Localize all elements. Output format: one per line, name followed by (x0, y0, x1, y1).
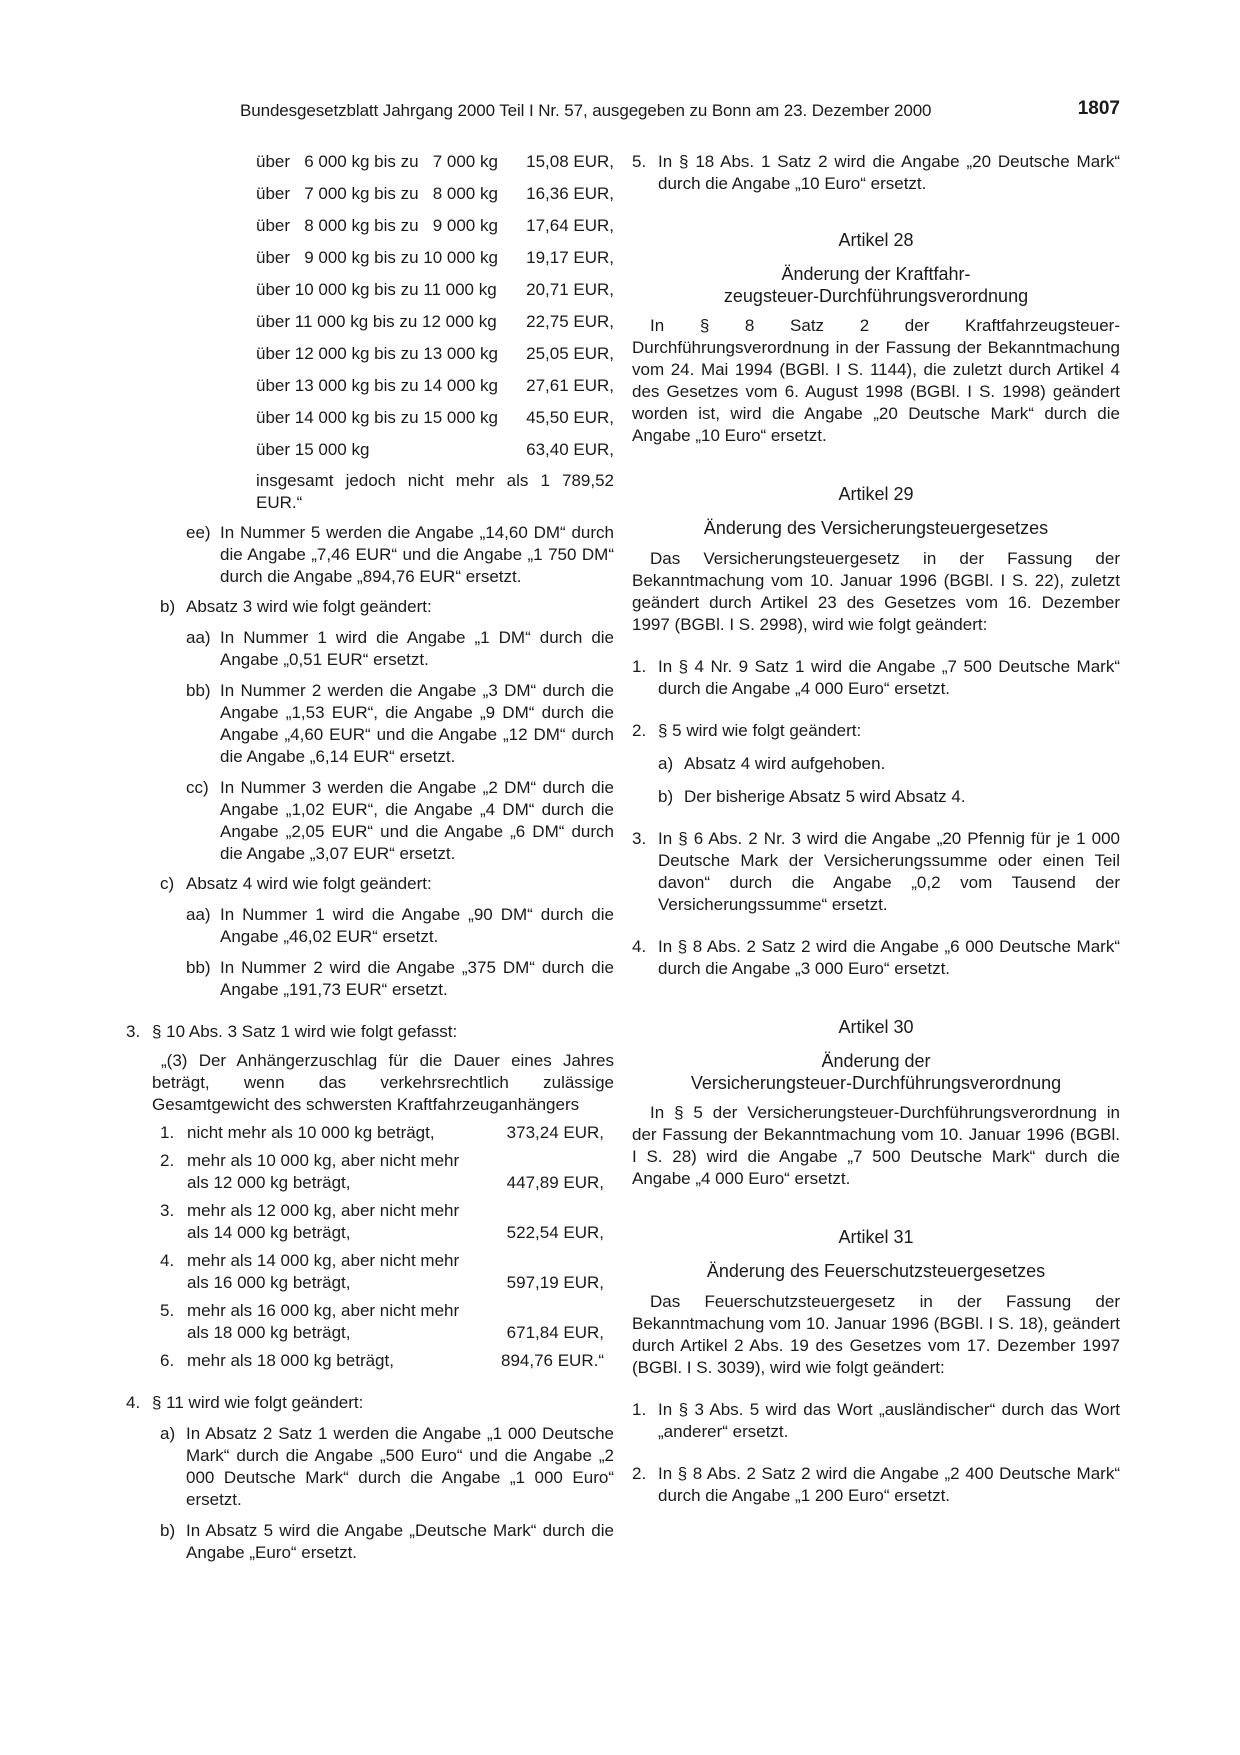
fee-value: 447,89 EUR, (506, 1173, 604, 1192)
weight-range: über 13 000 kg bis zu 14 000 kg (256, 376, 498, 395)
item-3-quote: „(3) Der Anhängerzuschlag für die Dauer eines Jahres beträgt, wenn das verkehrsrechtlich zulässige Gesamtgewicht des schwersten Kraftfahrzeuganhängers (152, 1051, 614, 1114)
art30-heading: Artikel 30 (838, 1017, 914, 1037)
item-b (160, 596, 614, 618)
fee-item (160, 1122, 614, 1144)
item-4 (126, 1392, 614, 1414)
item-5-text: In § 18 Abs. 1 Satz 2 wird die Angabe „20 Deutsche Mark“ durch die Angabe „10 Euro“ ersetzt. (658, 152, 1120, 193)
art29-item-2 (632, 720, 1120, 742)
weight-value: 25,05 EUR, (526, 344, 614, 363)
fee-number: 5. (160, 1301, 175, 1320)
art29-item-2a (658, 753, 1120, 775)
weight-range: über 12 000 kg bis zu 13 000 kg (256, 344, 498, 363)
item-4-a-text: In Absatz 2 Satz 1 werden die Angabe „1 000 Deutsche Mark“ durch die Angabe „500 Euro“ und die Angabe „2 000 Deutsche Mark“ durch die Angabe „1 000 Euro“ ersetzt. (186, 1424, 614, 1509)
item-c-bb (186, 957, 614, 1001)
fee-value: 894,76 EUR.“ (501, 1351, 604, 1370)
art30-title (632, 1050, 1120, 1094)
art29-item-3-label: 3. (632, 829, 647, 848)
item-c-aa-text: In Nummer 1 wird die Angabe „90 DM“ durch die Angabe „46,02 EUR“ ersetzt. (220, 905, 614, 946)
art29-item-4-label: 4. (632, 937, 647, 956)
art29-item-2a-text: Absatz 4 wird aufgehoben. (684, 754, 886, 773)
item-b-label: b) (160, 597, 176, 616)
right-column (632, 151, 1120, 1507)
weight-value: 16,36 EUR, (526, 184, 614, 203)
art28-title-line1: Änderung der Kraftfahr- (781, 264, 971, 284)
art29-item-1 (632, 656, 1120, 700)
fee-number: 1. (160, 1123, 175, 1142)
fee-description: mehr als 16 000 kg, aber nicht mehr als 18 000 kg beträgt, (187, 1301, 460, 1342)
fee-description: mehr als 18 000 kg beträgt, (187, 1351, 394, 1370)
item-b-cc (186, 777, 614, 865)
fee-number: 4. (160, 1251, 175, 1270)
item-b-bb-text: In Nummer 2 werden die Angabe „3 DM“ durch die Angabe „1,53 EUR“, die Angabe „9 DM“ durch die Angabe „4,60 EUR“ und die Angabe „12 DM“ durch die Angabe „6,14 EUR“ ersetzt. (220, 681, 614, 766)
item-b-cc-text: In Nummer 3 werden die Angabe „2 DM“ durch die Angabe „1,02 EUR“, die Angabe „4 DM“ durch die Angabe „2,05 EUR“ und die Angabe „6 DM“ durch die Angabe „3,07 EUR“ ersetzt. (220, 778, 614, 863)
weight-row (256, 439, 614, 471)
item-c-text: Absatz 4 wird wie folgt geändert: (186, 874, 432, 893)
item-4-b (160, 1520, 614, 1564)
item-4-label: 4. (126, 1393, 141, 1412)
header-title: Bundesgesetzblatt Jahrgang 2000 Teil I Nr. 57, ausgegeben zu Bonn am 23. Dezember 2000 (240, 101, 932, 120)
art29-heading: Artikel 29 (838, 484, 914, 504)
art29-item-2b-label: b) (658, 787, 674, 806)
fee-description: mehr als 14 000 kg, aber nicht mehr als 16 000 kg beträgt, (187, 1251, 460, 1292)
weight-value: 45,50 EUR, (526, 408, 614, 427)
fee-number: 3. (160, 1201, 175, 1220)
weight-row (256, 279, 614, 311)
item-c-bb-label: bb) (186, 958, 211, 977)
item-b-text: Absatz 3 wird wie folgt geändert: (186, 597, 432, 616)
art29-title: Änderung des Versicherungsteuergesetzes (703, 518, 1049, 538)
weight-row (256, 151, 614, 183)
left-column (126, 151, 614, 1564)
weight-range: über 15 000 kg (256, 440, 370, 459)
fee-list (126, 1122, 614, 1372)
page-header (240, 100, 1120, 126)
fee-value: 522,54 EUR, (506, 1223, 604, 1242)
weight-row (256, 343, 614, 375)
art29-item-3-text: In § 6 Abs. 2 Nr. 3 wird die Angabe „20 Pfennig für je 1 000 Deutsche Mark der Versicherungssumme oder einen Teil davon“ durch die Angabe „0,2 vom Tausend der Versicherungssumme“ ersetzt. (658, 829, 1120, 914)
total-note: insgesamt jedoch nicht mehr als 1 789,52 EUR.“ (256, 471, 614, 512)
item-4-text: § 11 wird wie folgt geändert: (152, 1393, 364, 1412)
weight-row (256, 375, 614, 407)
fee-item (160, 1150, 614, 1194)
weight-row (256, 311, 614, 343)
weight-row (256, 247, 614, 279)
item-c-bb-text: In Nummer 2 wird die Angabe „375 DM“ durch die Angabe „191,73 EUR“ ersetzt. (220, 958, 614, 999)
art28-title-line2: zeugsteuer-Durchführungsverordnung (723, 286, 1029, 306)
item-c-label: c) (160, 874, 175, 893)
weight-range: über 8 000 kg bis zu 9 000 kg (256, 216, 498, 235)
fee-description: mehr als 12 000 kg, aber nicht mehr als 14 000 kg beträgt, (187, 1201, 460, 1242)
fee-value: 373,24 EUR, (506, 1123, 604, 1142)
item-b-bb (186, 680, 614, 768)
fee-description: mehr als 10 000 kg, aber nicht mehr als 12 000 kg beträgt, (187, 1151, 460, 1192)
item-4-b-text: In Absatz 5 wird die Angabe „Deutsche Mark“ durch die Angabe „Euro“ ersetzt. (186, 1521, 614, 1562)
item-4-b-label: b) (160, 1521, 176, 1540)
art31-item-1-text: In § 3 Abs. 5 wird das Wort „ausländischer“ durch das Wort „anderer“ ersetzt. (658, 1400, 1120, 1441)
art29-item-1-label: 1. (632, 657, 647, 676)
weight-value: 15,08 EUR, (526, 152, 614, 171)
art31-item-1 (632, 1399, 1120, 1443)
art29-item-1-text: In § 4 Nr. 9 Satz 1 wird die Angabe „7 500 Deutsche Mark“ durch die Angabe „4 000 Euro“ ersetzt. (658, 657, 1120, 698)
weight-value: 19,17 EUR, (526, 248, 614, 267)
item-3-text: § 10 Abs. 3 Satz 1 wird wie folgt gefasst: (152, 1022, 458, 1041)
weight-value: 22,75 EUR, (526, 312, 614, 331)
weight-range: über 7 000 kg bis zu 8 000 kg (256, 184, 498, 203)
item-ee-label: ee) (186, 523, 211, 542)
art30-title-line1: Änderung der (821, 1051, 931, 1071)
item-b-aa-label: aa) (186, 628, 211, 647)
art28-heading: Artikel 28 (838, 230, 914, 250)
item-c (160, 873, 614, 895)
weight-range: über 11 000 kg bis zu 12 000 kg (256, 312, 497, 331)
art31-item-1-label: 1. (632, 1400, 647, 1419)
item-b-aa (186, 627, 614, 671)
fee-number: 2. (160, 1151, 175, 1170)
fee-number: 6. (160, 1351, 175, 1370)
art29-body: Das Versicherungsteuergesetz in der Fassung der Bekanntmachung vom 10. Januar 1996 (BGBl. I S. 22), zuletzt geändert durch Artikel 23 des Gesetzes vom 16. Dezember 1997 (BGBl. I S. 2998), wird wie folgt geändert: (632, 549, 1120, 634)
weight-value: 17,64 EUR, (526, 216, 614, 235)
item-b-bb-label: bb) (186, 681, 211, 700)
art29-item-2-text: § 5 wird wie folgt geändert: (658, 721, 862, 740)
fee-value: 671,84 EUR, (506, 1323, 604, 1342)
weight-range: über 9 000 kg bis zu 10 000 kg (256, 248, 498, 267)
item-b-aa-text: In Nummer 1 wird die Angabe „1 DM“ durch die Angabe „0,51 EUR“ ersetzt. (220, 628, 614, 669)
fee-description: nicht mehr als 10 000 kg beträgt, (187, 1123, 435, 1142)
art29-item-4-text: In § 8 Abs. 2 Satz 2 wird die Angabe „6 000 Deutsche Mark“ durch die Angabe „3 000 Euro“ ersetzt. (658, 937, 1120, 978)
art31-item-2-text: In § 8 Abs. 2 Satz 2 wird die Angabe „2 400 Deutsche Mark“ durch die Angabe „1 200 Euro“ ersetzt. (658, 1464, 1120, 1505)
item-ee (186, 522, 614, 588)
art30-body: In § 5 der Versicherungsteuer-Durchführungsverordnung in der Fassung der Bekanntmachung vom 10. Januar 1996 (BGBl. I S. 28) wird die Angabe „7 500 Deutsche Mark“ durch die Angabe „4 000 Euro“ ersetzt. (632, 1103, 1120, 1188)
item-4-a-label: a) (160, 1424, 176, 1443)
item-b-cc-label: cc) (186, 778, 209, 797)
art29-item-2b (658, 786, 1120, 808)
fee-item (160, 1350, 614, 1372)
item-3-label: 3. (126, 1022, 141, 1041)
item-5-label: 5. (632, 152, 647, 171)
art29-item-3 (632, 828, 1120, 916)
weight-range: über 14 000 kg bis zu 15 000 kg (256, 408, 498, 427)
art29-item-2b-text: Der bisherige Absatz 5 wird Absatz 4. (684, 787, 966, 806)
item-3 (126, 1021, 614, 1043)
art28-title (632, 263, 1120, 307)
weight-range: über 6 000 kg bis zu 7 000 kg (256, 152, 498, 171)
weight-row (256, 183, 614, 215)
fee-item (160, 1200, 614, 1244)
fee-item (160, 1300, 614, 1344)
art28-body: In § 8 Satz 2 der Kraftfahrzeugsteuer-Durchführungsverordnung in der Fassung der Bekanntmachung vom 24. Mai 1994 (BGBl. I S. 1144), die zuletzt durch Artikel 4 des Gesetzes vom 6. August 1998 (BGBl. I S. 1998) geändert worden ist, wird die Angabe „20 Deutsche Mark“ durch die Angabe „10 Euro“ ersetzt. (632, 316, 1120, 445)
art29-item-2a-label: a) (658, 754, 674, 773)
fee-item (160, 1250, 614, 1294)
art31-body: Das Feuerschutzsteuergesetz in der Fassung der Bekanntmachung vom 10. Januar 1996 (BGBl. I S. 18), geändert durch Artikel 2 Abs. 19 des Gesetzes vom 17. Dezember 1997 (BGBl. I S. 3039), wird wie folgt geändert: (632, 1292, 1120, 1377)
weight-row (256, 215, 614, 247)
weight-row (256, 407, 614, 439)
art29-item-4 (632, 936, 1120, 980)
item-4-a (160, 1423, 614, 1511)
weight-value: 20,71 EUR, (526, 280, 614, 299)
weight-value: 27,61 EUR, (526, 376, 614, 395)
weight-range: über 10 000 kg bis zu 11 000 kg (256, 280, 497, 299)
art31-item-2 (632, 1463, 1120, 1507)
art29-item-2-label: 2. (632, 721, 647, 740)
weight-value: 63,40 EUR, (526, 440, 614, 459)
art31-title: Änderung des Feuerschutzsteuergesetzes (706, 1261, 1046, 1281)
item-ee-text: In Nummer 5 werden die Angabe „14,60 DM“ durch die Angabe „7,46 EUR“ und die Angabe „1 750 DM“ durch die Angabe „894,76 EUR“ ersetzt. (220, 523, 614, 586)
item-c-aa (186, 904, 614, 948)
art30-title-line2: Versicherungsteuer-Durchführungsverordnung (690, 1073, 1062, 1093)
item-c-aa-label: aa) (186, 905, 211, 924)
art31-item-2-label: 2. (632, 1464, 647, 1483)
weight-table (126, 151, 614, 471)
item-5 (632, 151, 1120, 195)
fee-value: 597,19 EUR, (506, 1273, 604, 1292)
page-number: 1807 (1077, 98, 1120, 119)
art31-heading: Artikel 31 (838, 1227, 914, 1247)
